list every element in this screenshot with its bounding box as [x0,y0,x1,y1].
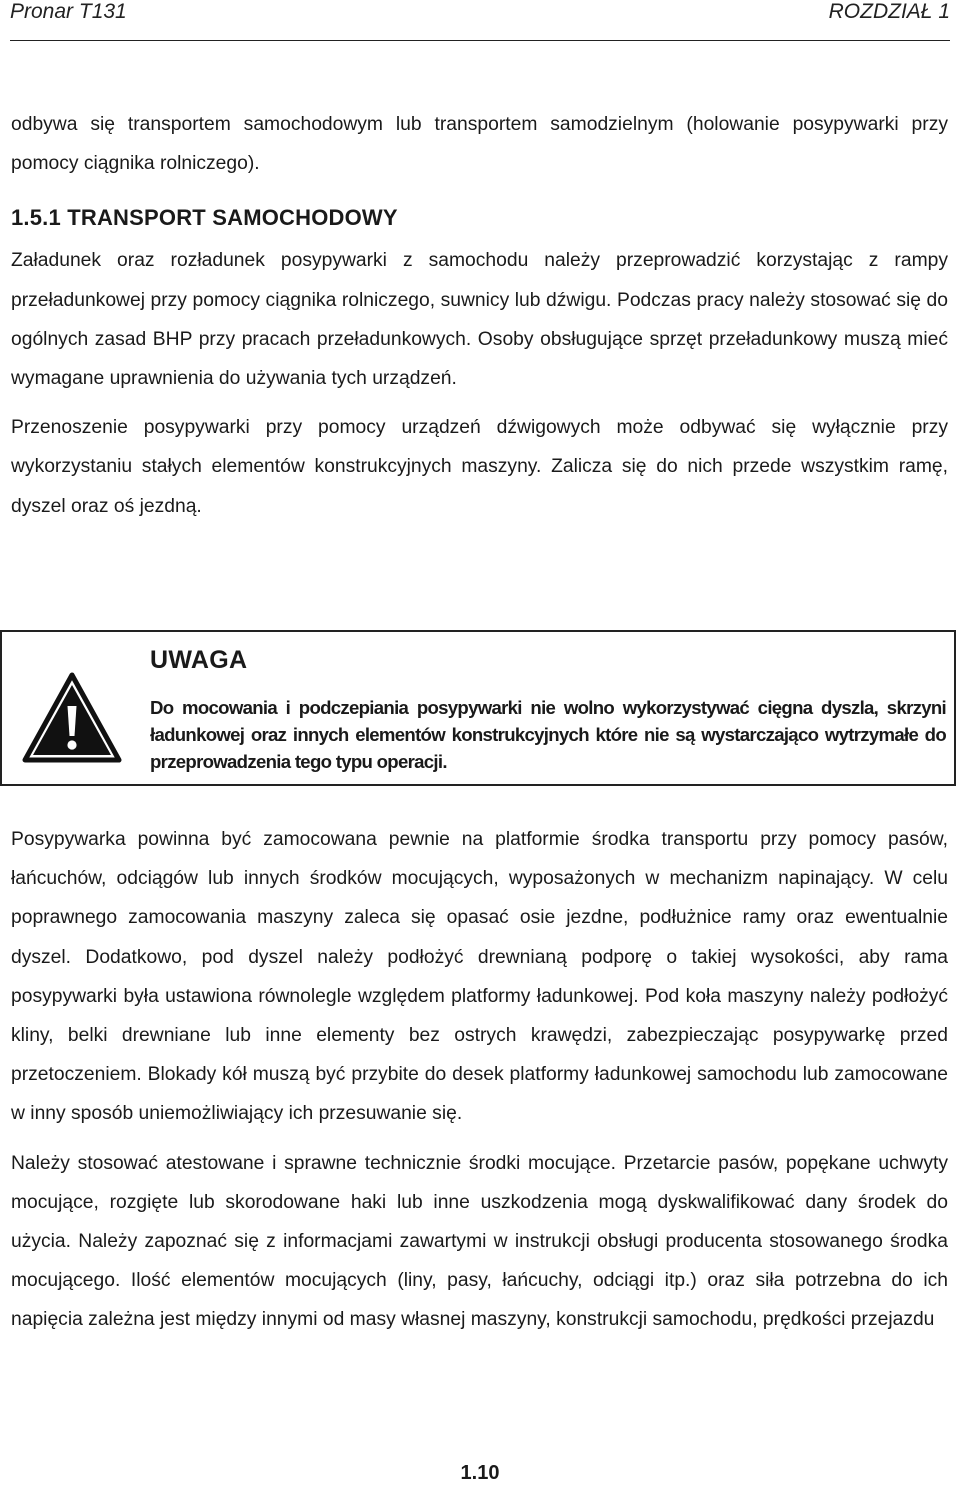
warning-box [0,630,956,786]
main-text-top [11,105,948,526]
section-heading: 1.5.1 TRANSPORT SAMOCHODOWY [11,205,398,231]
warning-title: UWAGA [150,646,248,674]
paragraph-loading: Załadunek oraz rozładunek posypywarki z samochodu należy przeprowadzić korzystając z rampy przeładunkowej przy pomocy ciągnika rolniczego, suwnicy lub dźwigu. Podczas pracy należy stosować się do ogólnych zasad BHP przy pracach przeładunkowych. Osoby obsługujące sprzęt przeładunkowy muszą mieć wymagane uprawnienia do używania tych urządzeń. [11,250,948,390]
page-number: 1.10 [460,1462,500,1484]
paragraph-fastening-means: Należy stosować atestowane i sprawne technicznie środki mocujące. Przetarcie pasów, popękane uchwyty mocujące, rozgięte lub skorodowane haki lub inne uszkodzenia mogą dyskwalifikować dany środek do użycia. Należy zapoznać się z informacjami zawartymi w instrukcji obsługi producenta stosowanego środka mocującego. Ilość elementów mocujących (liny, pasy, łańcuchy, odciągi itp.) oraz siła potrzebna do ich napięcia zależna jest między innymi od masy własnej maszyny, konstrukcji samochodu, prędkości przejazdu [11,1152,948,1331]
main-text-bottom [11,820,948,1340]
warning-text: Do mocowania i podczepiania posypywarki nie wolno wykorzystywać cięgna dyszla, skrzyni ładunkowej oraz innych elementów konstrukcyjnych które nie są wystarczająco wytrzymałe do przeprowadzenia tego typu operacji. [150,697,946,772]
page-header [10,0,950,41]
intro-paragraph: odbywa się transportem samochodowym lub transportem samodzielnym (holowanie posypywarki przy pomocy ciągnika rolniczego). [11,114,948,175]
header-chapter: ROZDZIAŁ 1 [828,0,950,23]
header-doc-title: Pronar T131 [10,0,127,23]
warning-triangle-icon [22,672,122,764]
paragraph-securing: Posypywarka powinna być zamocowana pewnie na platformie środka transportu przy pomocy pasów, łańcuchów, odciągów lub innych środków mocujących, wyposażonych w mechanizm napinający. W celu poprawnego zamocowania maszyny zaleca się opasać osie jezdne, podłużnice ramy oraz ewentualnie dyszel. Dodatkowo, pod dyszel należy podłożyć drewnianą podporę o takiej wysokości, aby rama posypywarki była ustawiona równolegle względem platformy ładunkowej. Pod koła maszyny należy podłożyć kliny, belki drewniane lub inne elementy bez ostrych krawędzi, zabezpieczając posypywarkę przed przetoczeniem. Blokady kół muszą być przybite do desek platformy ładunkowej samochodu lub zamocowane w inny sposób uniemożliwiający ich przesuwanie się. [11,829,948,1125]
paragraph-lifting: Przenoszenie posypywarki przy pomocy urządzeń dźwigowych może odbywać się wyłącznie przy wykorzystaniu stałych elementów konstrukcyjnych maszyny. Zalicza się do nich przede wszystkim ramę, dyszel oraz oś jezdną. [11,417,948,517]
